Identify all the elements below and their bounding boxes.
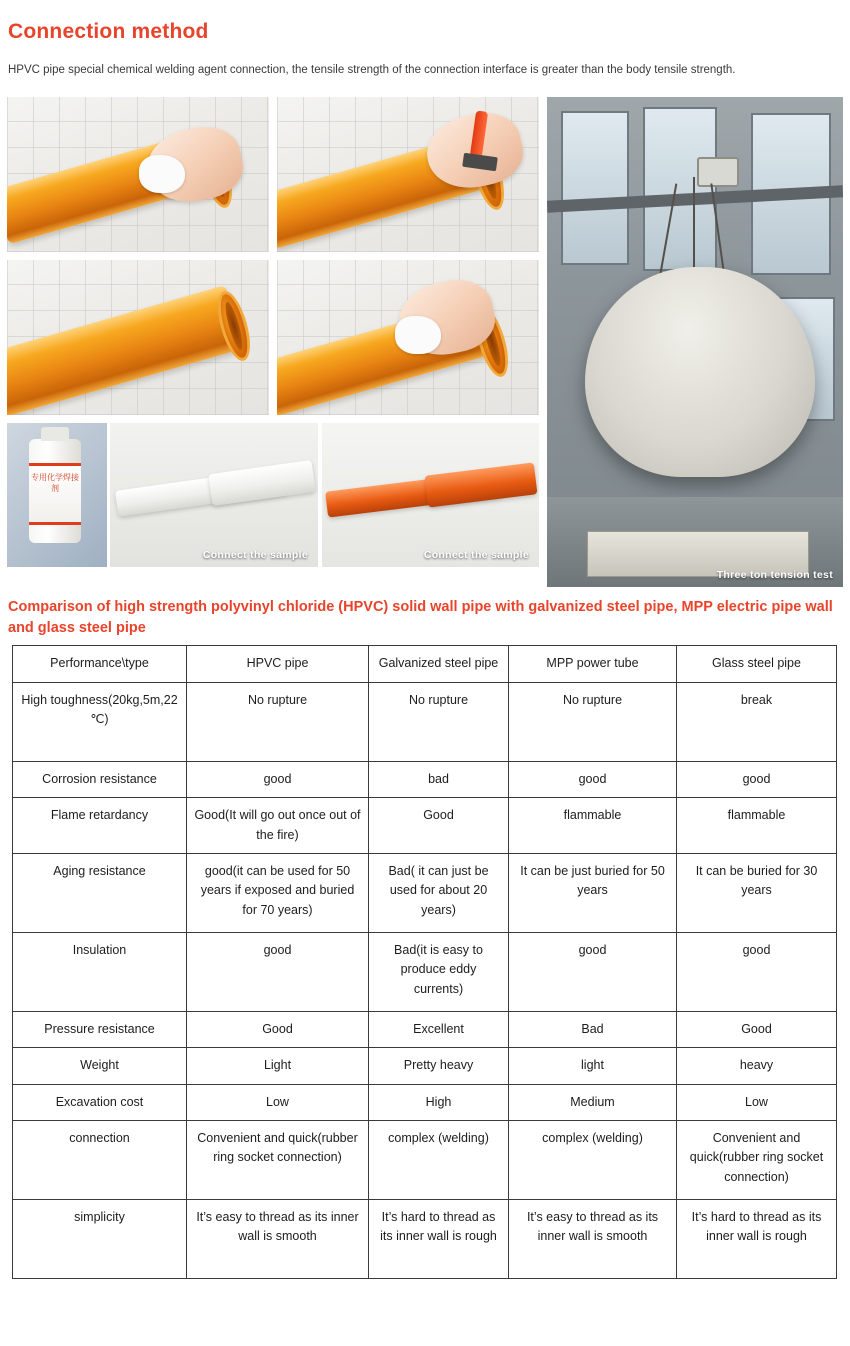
caption-tension-test: Three ton tension test — [716, 569, 833, 582]
cell-value: good — [187, 761, 369, 797]
cell-value: light — [509, 1048, 677, 1084]
cell-value: No rupture — [187, 682, 369, 761]
cell-value: Convenient and quick(rubber ring socket connection) — [677, 1121, 837, 1200]
row-label: Weight — [13, 1048, 187, 1084]
row-label: Aging resistance — [13, 853, 187, 932]
column-header: MPP power tube — [509, 646, 677, 682]
cell-value: It’s easy to thread as its inner wall is smooth — [187, 1200, 369, 1279]
table-row — [13, 853, 837, 932]
column-header: Galvanized steel pipe — [369, 646, 509, 682]
photo-connect-sample-white — [110, 423, 318, 567]
cell-value: bad — [369, 761, 509, 797]
load-bag — [585, 267, 815, 477]
bottle-shape — [29, 439, 81, 543]
table-row — [13, 1084, 837, 1120]
cell-value: good — [677, 932, 837, 1011]
cell-value: No rupture — [509, 682, 677, 761]
cell-value: good — [677, 761, 837, 797]
table-header-row — [13, 646, 837, 682]
photo-wipe-pipe-1 — [7, 97, 269, 252]
lifting-hook — [697, 157, 739, 187]
table-row — [13, 932, 837, 1011]
cell-value: It can be just buried for 50 years — [509, 853, 677, 932]
cell-value: It can be buried for 30 years — [677, 853, 837, 932]
cloth-illustration — [139, 155, 185, 193]
orange-pipe-socket — [424, 463, 537, 508]
cell-value: Excellent — [369, 1011, 509, 1047]
cell-value: Low — [677, 1084, 837, 1120]
cell-value: good — [509, 761, 677, 797]
bottle-cap — [41, 427, 69, 441]
photo-apply-agent — [277, 97, 539, 252]
window-shape — [561, 111, 629, 265]
table-row — [13, 761, 837, 797]
table-row — [13, 1200, 837, 1279]
table-row — [13, 1121, 837, 1200]
table-row — [13, 682, 837, 761]
sling-rope — [693, 177, 695, 269]
cell-value: Good — [369, 798, 509, 854]
cell-value: heavy — [677, 1048, 837, 1084]
row-label: connection — [13, 1121, 187, 1200]
cell-value: good — [187, 932, 369, 1011]
cell-value: It’s easy to thread as its inner wall is smooth — [509, 1200, 677, 1279]
row-label: Insulation — [13, 932, 187, 1011]
cell-value: break — [677, 682, 837, 761]
cell-value: Good(It will go out once out of the fire) — [187, 798, 369, 854]
row-label: High toughness(20kg,5m,22 ℃) — [13, 682, 187, 761]
table-row — [13, 1048, 837, 1084]
cell-value: Pretty heavy — [369, 1048, 509, 1084]
photo-welding-agent-bottle — [7, 423, 107, 567]
table-row — [13, 798, 837, 854]
cell-value: Bad — [509, 1011, 677, 1047]
window-shape — [643, 107, 717, 271]
photo-tension-test — [547, 97, 843, 587]
table-row — [13, 1011, 837, 1047]
comparison-table — [12, 645, 837, 1279]
document-page — [0, 14, 850, 1279]
column-header: Glass steel pipe — [677, 646, 837, 682]
cloth-illustration — [395, 316, 441, 354]
white-pipe-socket — [208, 460, 315, 506]
photo-gallery — [7, 97, 843, 587]
photo-connect-sample-orange — [322, 423, 539, 567]
cell-value: Bad(it is easy to produce eddy currents) — [369, 932, 509, 1011]
cell-value: Bad( it can just be used for about 20 years) — [369, 853, 509, 932]
cell-value: good — [509, 932, 677, 1011]
cell-value: complex (welding) — [369, 1121, 509, 1200]
column-header: HPVC pipe — [187, 646, 369, 682]
cell-value: Medium — [509, 1084, 677, 1120]
cell-value: Light — [187, 1048, 369, 1084]
column-header: Performance\type — [13, 646, 187, 682]
cell-value: complex (welding) — [509, 1121, 677, 1200]
cell-value: Good — [187, 1011, 369, 1047]
row-label: simplicity — [13, 1200, 187, 1279]
row-label: Pressure resistance — [13, 1011, 187, 1047]
row-label: Excavation cost — [13, 1084, 187, 1120]
photo-join-pipe — [277, 260, 539, 415]
intro-paragraph: HPVC pipe special chemical welding agent connection, the tensile strength of the connection interface is greater than the body tensile strength. — [8, 64, 736, 77]
cell-value: It’s hard to thread as its inner wall is rough — [677, 1200, 837, 1279]
cell-value: Convenient and quick(rubber ring socket connection) — [187, 1121, 369, 1200]
cell-value: good(it can be used for 50 years if exposed and buried for 70 years) — [187, 853, 369, 932]
bottle-label: 专用化学焊接剂 — [29, 463, 81, 525]
row-label: Corrosion resistance — [13, 761, 187, 797]
cell-value: It’s hard to thread as its inner wall is rough — [369, 1200, 509, 1279]
cell-value: Low — [187, 1084, 369, 1120]
page-title: Connection method — [8, 20, 209, 44]
cell-value: No rupture — [369, 682, 509, 761]
cell-value: High — [369, 1084, 509, 1120]
photo-plain-pipe — [7, 260, 269, 415]
caption-connect-sample-2: Connect the sample — [423, 549, 529, 562]
row-label: Flame retardancy — [13, 798, 187, 854]
comparison-title: Comparison of high strength polyvinyl chloride (HPVC) solid wall pipe with galvanized steel pipe, MPP electric pipe wall and glass steel pipe — [8, 599, 833, 637]
cell-value: flammable — [677, 798, 837, 854]
cell-value: flammable — [509, 798, 677, 854]
cell-value: Good — [677, 1011, 837, 1047]
caption-connect-sample-1: Connect the sample — [202, 549, 308, 562]
